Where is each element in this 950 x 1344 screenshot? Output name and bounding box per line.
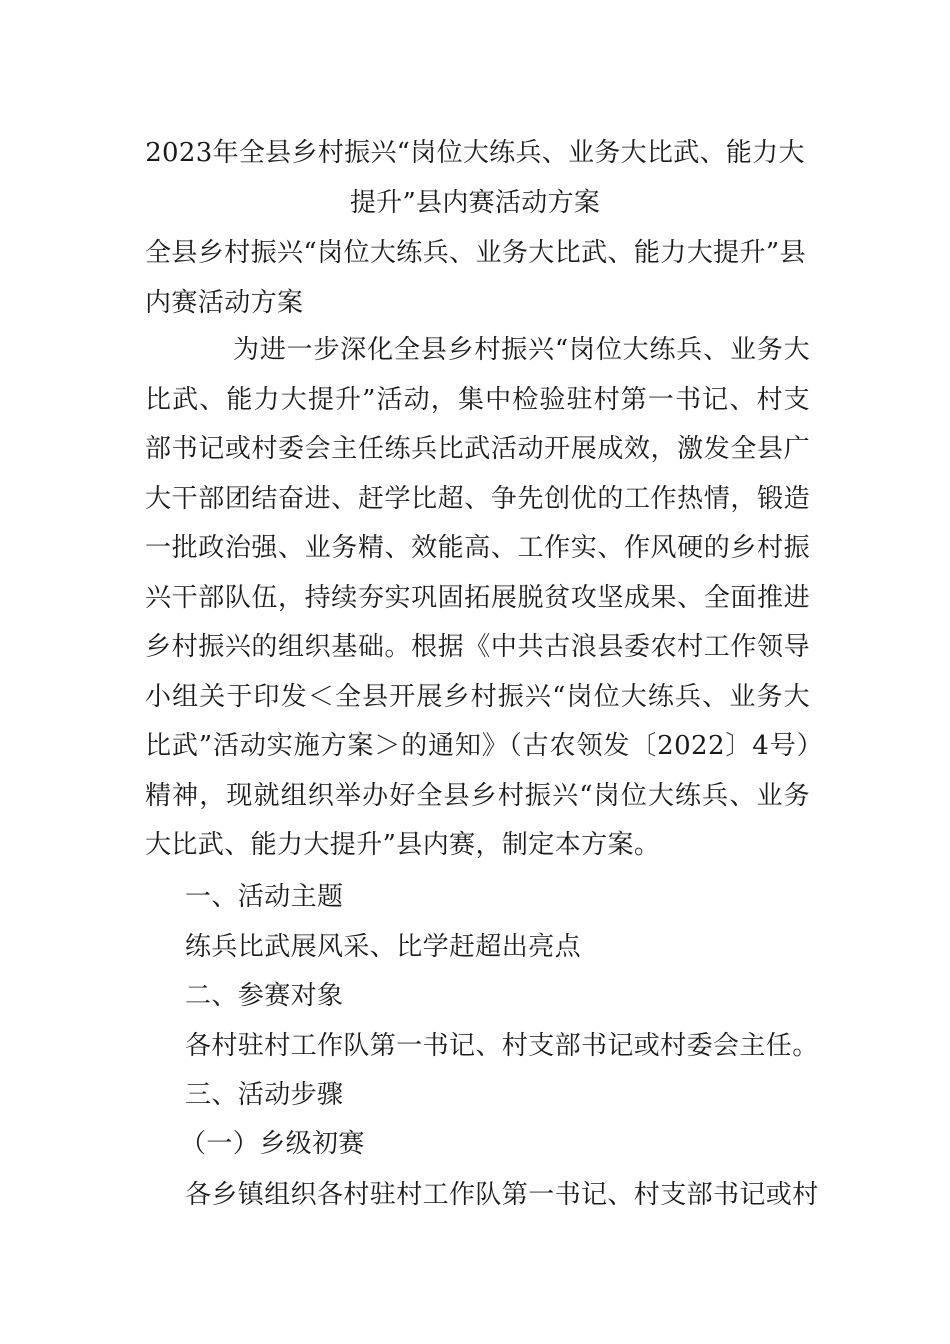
- section-1-heading: 一、活动主题: [185, 882, 344, 912]
- section-3-heading: 三、活动步骤: [185, 1080, 344, 1110]
- intro-paragraph: 为进一步深化全县乡村振兴“岗位大练兵、业务大比武、能力大提升”活动，集中检验驻村第一书记、村支部书记或村委会主任练兵比武活动开展成效，激发全县广大干部团结奋进、赶学比超、争先创优的工作热情，锻造一批政治强、业务精、效能高、工作实、作风硬的乡村振兴干部队伍，持续夯实巩固拓展脱贫攻坚成果、全面推进乡村振兴的组织基础。根据《中共古浪县委农村工作领导小组关于印发＜全县开展乡村振兴“岗位大练兵、业务大比武”活动实施方案＞的通知》（古农领发〔2022〕4号）精神，现就组织举办好全县乡村振兴“岗位大练兵、业务大比武、能力大提升”县内赛，制定本方案。: [145, 335, 810, 860]
- section-3-subheading-1: （一）乡级初赛: [180, 1129, 365, 1159]
- section-3-sub-1-text: 各乡镇组织各村驻村工作队第一书记、村支部书记或村: [185, 1180, 819, 1210]
- section-1-text: 练兵比武展风采、比学赶超出亮点: [185, 932, 582, 962]
- section-2-text: 各村驻村工作队第一书记、村支部书记或村委会主任。: [185, 1031, 819, 1061]
- section-2-heading: 二、参赛对象: [185, 981, 344, 1011]
- document-subtitle: 全县乡村振兴“岗位大练兵、业务大比武、能力大提升”县内赛活动方案: [145, 238, 806, 318]
- document-title: 2023年全县乡村振兴“岗位大练兵、业务大比武、能力大提升”县内赛活动方案: [145, 138, 805, 218]
